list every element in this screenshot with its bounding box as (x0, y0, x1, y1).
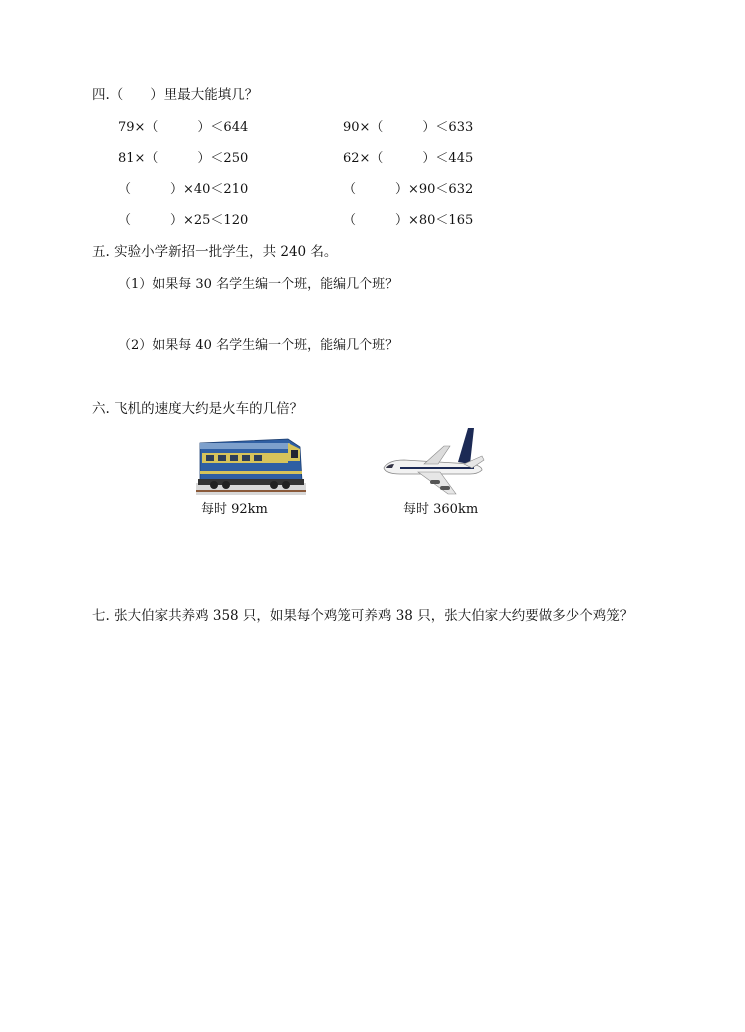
train-caption: 每时 92km (201, 502, 268, 517)
inequality-3-right: （ ）×90＜632 (343, 182, 474, 197)
section-5-title: 五. 实验小学新招一批学生，共 240 名。 (92, 244, 338, 260)
section-4-title: 四.（ ）里最大能填几？ (92, 87, 259, 103)
inequality-3-left: （ ）×40＜210 (118, 182, 249, 197)
train-image (196, 433, 306, 495)
inequality-1-left: 79×（ ）＜644 (118, 120, 249, 135)
inequality-4-left: （ ）×25＜120 (118, 213, 249, 228)
airplane-caption: 每时 360km (403, 502, 479, 517)
inequality-1-right: 90×（ ）＜633 (343, 120, 474, 135)
inequality-2-left: 81×（ ）＜250 (118, 151, 249, 166)
airplane-image (378, 424, 488, 497)
inequality-4-right: （ ）×80＜165 (343, 213, 474, 228)
section-6-title: 六. 飞机的速度大约是火车的几倍？ (92, 401, 304, 417)
section-5-question-1: （1）如果每 30 名学生编一个班，能编几个班？ (118, 277, 399, 292)
section-7-title: 七. 张大伯家共养鸡 358 只，如果每个鸡笼可养鸡 38 只，张大伯家大约要做多少个鸡笼？ (92, 608, 634, 624)
section-5-question-2: （2）如果每 40 名学生编一个班，能编几个班？ (118, 338, 399, 353)
inequality-2-right: 62×（ ）＜445 (343, 151, 474, 166)
